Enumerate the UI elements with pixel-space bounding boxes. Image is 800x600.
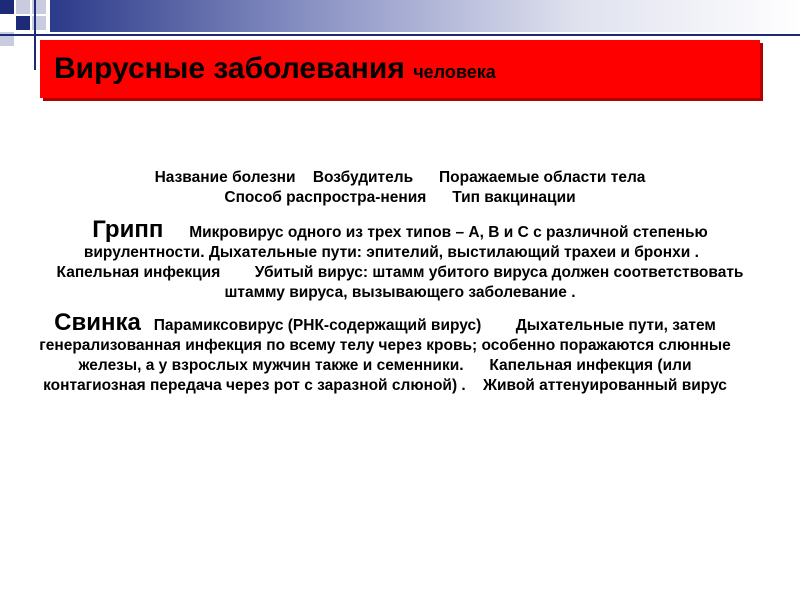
disease-pathogen: Микровирус одного из трех типов – А, В и С с различной степенью вирулентности. bbox=[83, 224, 708, 261]
disease-affected: Дыхательные пути, затем генерализованная инфекция по всему телу через кровь; особенно поражаются слюнные железы, а у взрослых мужчин также и семенники. bbox=[39, 317, 731, 374]
disease-vaccine: Убитый вирус: штамм убитого вируса должен соответствовать штамму вируса, вызывающего заболевание . bbox=[224, 264, 744, 301]
header-vaccination: Тип вакцинации bbox=[452, 189, 576, 206]
slide-title bbox=[54, 52, 496, 86]
disease-row bbox=[30, 309, 770, 396]
disease-name: Свинка bbox=[54, 309, 141, 336]
title-small: человека bbox=[413, 62, 496, 82]
disease-pathogen: Парамиксовирус (РНК-содержащий вирус) bbox=[153, 317, 482, 334]
title-main: Вирусные заболевания bbox=[54, 52, 405, 85]
left-divider-line bbox=[34, 0, 36, 70]
top-gradient-band bbox=[50, 0, 800, 32]
header-affected-areas: Поражаемые области тела bbox=[439, 169, 646, 186]
slide-content bbox=[30, 168, 770, 406]
title-bar bbox=[40, 40, 760, 98]
decor-square bbox=[16, 0, 30, 14]
column-headers bbox=[30, 168, 770, 208]
header-disease-name: Название болезни bbox=[154, 169, 296, 186]
header-pathogen: Возбудитель bbox=[312, 169, 414, 186]
header-transmission: Способ распростра-нения bbox=[224, 189, 427, 206]
disease-name: Грипп bbox=[92, 216, 164, 243]
decor-square bbox=[16, 16, 30, 30]
disease-transmission: Капельная инфекция bbox=[56, 264, 221, 281]
top-divider-line bbox=[0, 34, 800, 36]
disease-transmission: Капельная инфекция (или контагиозная передача через рот с заразной слюной) . bbox=[43, 357, 692, 394]
disease-vaccine: Живой аттенуированный вирус bbox=[482, 377, 727, 394]
decor-square bbox=[0, 0, 14, 14]
disease-row bbox=[30, 216, 770, 303]
disease-affected: Дыхательные пути: эпителий, выстилающий трахеи и бронхи . bbox=[208, 244, 699, 261]
